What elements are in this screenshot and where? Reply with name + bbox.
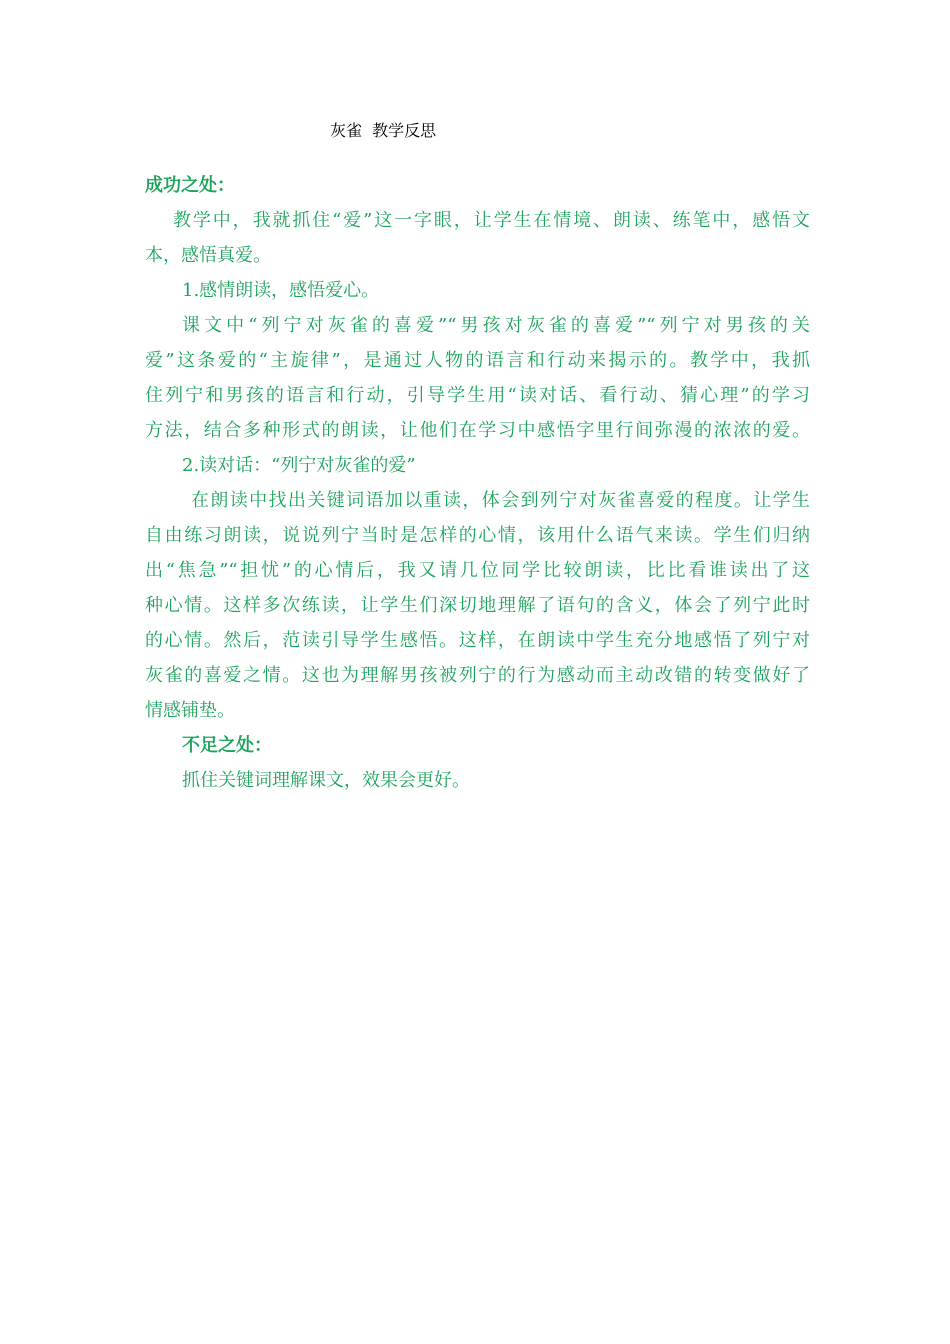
document-body [145,168,810,798]
body-line [145,518,810,553]
line-text: 2.读对话：“列宁对灰雀的爱” [182,455,416,476]
line-text: 种心情。这样多次练读，让学生们深切地理解了语句的含义，体会了列宁此时 [145,595,810,616]
body-line [145,448,810,483]
line-text: 灰雀的喜爱之情。这也为理解男孩被列宁的行为感动而主动改错的转变做好了 [145,665,810,686]
body-line [145,693,810,728]
body-line [145,483,810,518]
body-line [145,763,810,798]
line-text: 的心情。然后，范读引导学生感悟。这样，在朗读中学生充分地感悟了列宁对 [145,630,810,651]
body-line [145,413,810,448]
line-text: 住列宁和男孩的语言和行动，引导学生用“读对话、看行动、猜心理”的学习 [145,385,810,406]
line-text: 自由练习朗读，说说列宁当时是怎样的心情，该用什么语气来读。学生们归纳 [145,525,810,546]
line-text: 成功之处： [145,175,235,196]
body-line [145,343,810,378]
line-text: 教学中，我就抓住“爱”这一字眼，让学生在情境、朗读、练笔中，感悟文 [173,210,810,231]
body-line [145,273,810,308]
line-text: 在朗读中找出关键词语加以重读，体会到列宁对灰雀喜爱的程度。让学生 [191,490,810,511]
line-text: 课文中“列宁对灰雀的喜爱”“男孩对灰雀的喜爱”“列宁对男孩的关 [182,315,810,336]
document-title: 灰雀 教学反思 [330,121,437,140]
body-line [145,553,810,588]
line-text: 方法，结合多种形式的朗读，让他们在学习中感悟字里行间弥漫的浓浓的爱。 [145,420,810,441]
body-line [145,238,810,273]
body-line [145,588,810,623]
body-line [145,623,810,658]
line-text: 情感铺垫。 [145,700,235,721]
section-heading [145,728,810,763]
line-text: 本，感悟真爱。 [145,245,271,266]
body-line [145,203,810,238]
line-text: 出“焦急”“担忧”的心情后，我又请几位同学比较朗读，比比看谁读出了这 [145,560,810,581]
section-heading [145,168,810,203]
body-line [145,658,810,693]
line-text: 不足之处： [182,735,272,756]
body-line [145,308,810,343]
body-line [145,378,810,413]
line-text: 抓住关键词理解课文，效果会更好。 [182,770,470,791]
line-text: 1.感情朗读，感悟爱心。 [182,280,380,301]
line-text: 爱”这条爱的“主旋律”，是通过人物的语言和行动来揭示的。教学中，我抓 [145,350,810,371]
